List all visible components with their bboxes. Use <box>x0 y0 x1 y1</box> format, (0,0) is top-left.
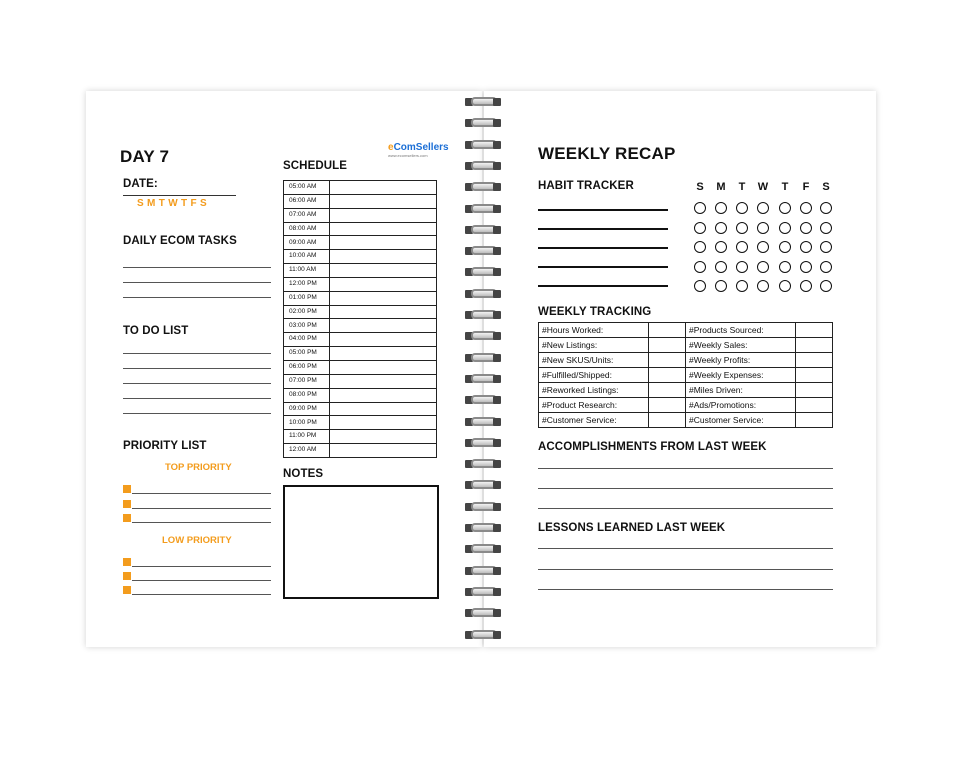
habit-check-circle[interactable] <box>800 241 812 253</box>
habit-check-circle[interactable] <box>694 280 706 292</box>
schedule-time: 02:00 PM <box>284 305 330 319</box>
habit-check-circle[interactable] <box>820 202 832 214</box>
schedule-time: 01:00 PM <box>284 291 330 305</box>
schedule-row <box>284 360 437 374</box>
schedule-time: 03:00 PM <box>284 319 330 333</box>
tracking-row <box>539 368 833 383</box>
accomplishment-line[interactable] <box>538 508 833 509</box>
tracking-metric-value[interactable] <box>796 353 833 368</box>
habit-day-label: T <box>781 181 789 193</box>
habit-line[interactable] <box>538 209 668 211</box>
schedule-time: 06:00 PM <box>284 360 330 374</box>
day-title: DAY 7 <box>120 147 170 166</box>
schedule-entry[interactable] <box>330 194 437 208</box>
schedule-entry[interactable] <box>330 388 437 402</box>
tracking-metric-label: #Product Research: <box>539 398 649 413</box>
spiral-ring <box>465 480 501 490</box>
spiral-ring <box>465 630 501 640</box>
habit-check-circle[interactable] <box>779 280 791 292</box>
priority-line[interactable] <box>132 594 271 595</box>
tracking-metric-value[interactable] <box>796 338 833 353</box>
habit-check-circle[interactable] <box>779 261 791 273</box>
schedule-time: 12:00 PM <box>284 277 330 291</box>
habit-check-circle[interactable] <box>779 202 791 214</box>
tracking-metric-label: #Fulfilled/Shipped: <box>539 368 649 383</box>
task-line[interactable] <box>123 267 271 268</box>
spiral-ring <box>465 608 501 618</box>
priority-checkbox[interactable] <box>123 586 131 594</box>
priority-line[interactable] <box>132 508 271 509</box>
habit-check-circle[interactable] <box>757 222 769 234</box>
schedule-time: 08:00 AM <box>284 222 330 236</box>
schedule-entry[interactable] <box>330 360 437 374</box>
tracking-metric-value[interactable] <box>796 398 833 413</box>
schedule-time: 07:00 PM <box>284 374 330 388</box>
habit-day-label: S <box>822 181 830 193</box>
schedule-row <box>284 208 437 222</box>
tracking-metric-value[interactable] <box>649 353 686 368</box>
spiral-ring <box>465 204 501 214</box>
schedule-entry[interactable] <box>330 347 437 361</box>
accomplishment-line[interactable] <box>538 488 833 489</box>
task-line[interactable] <box>123 297 271 298</box>
habit-check-circle[interactable] <box>800 261 812 273</box>
tracking-row <box>539 353 833 368</box>
schedule-row <box>284 250 437 264</box>
priority-line[interactable] <box>132 493 271 494</box>
tracking-metric-label: #Customer Service: <box>539 413 649 428</box>
habit-check-circle[interactable] <box>715 261 727 273</box>
schedule-entry[interactable] <box>330 236 437 250</box>
todo-line[interactable] <box>123 353 271 354</box>
schedule-time: 11:00 PM <box>284 430 330 444</box>
schedule-entry[interactable] <box>330 277 437 291</box>
habit-line[interactable] <box>538 247 668 249</box>
habit-day-label: W <box>757 181 769 193</box>
habit-check-circle[interactable] <box>757 202 769 214</box>
schedule-time: 12:00 AM <box>284 444 330 458</box>
habit-day-label: S <box>696 181 704 193</box>
schedule-time: 05:00 AM <box>284 181 330 195</box>
spiral-ring <box>465 225 501 235</box>
habit-day-label: T <box>738 181 746 193</box>
tracking-metric-label: #Miles Driven: <box>686 383 796 398</box>
tracking-metric-label: #Ads/Promotions: <box>686 398 796 413</box>
notes-box[interactable] <box>283 485 439 599</box>
habit-check-circle[interactable] <box>715 280 727 292</box>
habit-check-circle[interactable] <box>800 202 812 214</box>
spiral-ring <box>465 417 501 427</box>
schedule-entry[interactable] <box>330 333 437 347</box>
schedule-entry[interactable] <box>330 416 437 430</box>
tracking-row <box>539 323 833 338</box>
tracking-metric-value[interactable] <box>649 383 686 398</box>
habit-check-circle[interactable] <box>800 222 812 234</box>
spiral-ring <box>465 353 501 363</box>
schedule-entry[interactable] <box>330 250 437 264</box>
habit-check-circle[interactable] <box>694 222 706 234</box>
spiral-ring <box>465 502 501 512</box>
schedule-row <box>284 305 437 319</box>
schedule-row <box>284 319 437 333</box>
habit-day-label: M <box>716 181 726 193</box>
schedule-entry[interactable] <box>330 374 437 388</box>
weekday-selector[interactable]: S M T W T F S <box>137 198 208 209</box>
habit-check-circle[interactable] <box>736 280 748 292</box>
date-line[interactable] <box>123 195 236 196</box>
lesson-line[interactable] <box>538 569 833 570</box>
habit-check-circle[interactable] <box>820 222 832 234</box>
spiral-ring <box>465 118 501 128</box>
schedule-entry[interactable] <box>330 264 437 278</box>
tracking-metric-value[interactable] <box>649 398 686 413</box>
habit-check-circle[interactable] <box>820 261 832 273</box>
priority-line[interactable] <box>132 566 271 567</box>
habit-check-circle[interactable] <box>736 261 748 273</box>
spiral-ring <box>465 566 501 576</box>
schedule-time: 10:00 PM <box>284 416 330 430</box>
tracking-metric-value[interactable] <box>649 413 686 428</box>
schedule-time: 05:00 PM <box>284 347 330 361</box>
spiral-ring <box>465 587 501 597</box>
todo-line[interactable] <box>123 413 271 414</box>
weekly-tracking-label: WEEKLY TRACKING <box>538 306 652 318</box>
schedule-row <box>284 291 437 305</box>
date-label: DATE: <box>123 178 158 190</box>
habit-check-circle[interactable] <box>736 202 748 214</box>
tracking-metric-value[interactable] <box>796 413 833 428</box>
schedule-row <box>284 222 437 236</box>
schedule-entry[interactable] <box>330 444 437 458</box>
tracking-metric-label: #Products Sourced: <box>686 323 796 338</box>
schedule-row <box>284 402 437 416</box>
schedule-time: 04:00 PM <box>284 333 330 347</box>
habit-check-circle[interactable] <box>736 222 748 234</box>
habit-check-circle[interactable] <box>820 280 832 292</box>
spiral-ring <box>465 310 501 320</box>
daily-tasks-label: DAILY ECOM TASKS <box>123 235 237 247</box>
schedule-row <box>284 347 437 361</box>
tracking-row <box>539 383 833 398</box>
tracking-metric-value[interactable] <box>796 383 833 398</box>
tracking-metric-label: #Customer Service: <box>686 413 796 428</box>
schedule-row <box>284 430 437 444</box>
ecomsellers-logo: eComSellers www.ecomsellers.com <box>388 142 449 158</box>
schedule-entry[interactable] <box>330 402 437 416</box>
schedule-time: 06:00 AM <box>284 194 330 208</box>
schedule-time: 11:00 AM <box>284 264 330 278</box>
top-priority-label: TOP PRIORITY <box>165 462 232 473</box>
low-priority-label: LOW PRIORITY <box>162 535 232 546</box>
habit-check-circle[interactable] <box>694 261 706 273</box>
habit-check-circle[interactable] <box>800 280 812 292</box>
schedule-entry[interactable] <box>330 291 437 305</box>
task-line[interactable] <box>123 282 271 283</box>
schedule-entry[interactable] <box>330 208 437 222</box>
schedule-row <box>284 236 437 250</box>
priority-checkbox[interactable] <box>123 500 131 508</box>
notes-label: NOTES <box>283 468 324 480</box>
schedule-row <box>284 264 437 278</box>
schedule-time: 08:00 PM <box>284 388 330 402</box>
weekly-tracking-table <box>538 322 833 428</box>
tracking-metric-label: #New Listings: <box>539 338 649 353</box>
habit-line[interactable] <box>538 228 668 230</box>
schedule-entry[interactable] <box>330 305 437 319</box>
habit-check-circle[interactable] <box>757 280 769 292</box>
tracking-metric-label: #Hours Worked: <box>539 323 649 338</box>
priority-line[interactable] <box>132 522 271 523</box>
tracking-metric-value[interactable] <box>649 323 686 338</box>
todo-line[interactable] <box>123 383 271 384</box>
schedule-row <box>284 333 437 347</box>
priority-checkbox[interactable] <box>123 485 131 493</box>
tracking-metric-label: #Reworked Listings: <box>539 383 649 398</box>
schedule-time: 09:00 AM <box>284 236 330 250</box>
schedule-row <box>284 181 437 195</box>
spiral-ring <box>465 182 501 192</box>
spiral-ring <box>465 267 501 277</box>
tracking-metric-label: #Weekly Profits: <box>686 353 796 368</box>
priority-checkbox[interactable] <box>123 558 131 566</box>
tracking-metric-label: #Weekly Sales: <box>686 338 796 353</box>
habit-tracker-label: HABIT TRACKER <box>538 180 634 192</box>
tracking-row <box>539 338 833 353</box>
schedule-row <box>284 277 437 291</box>
priority-checkbox[interactable] <box>123 572 131 580</box>
spiral-ring <box>465 459 501 469</box>
habit-check-circle[interactable] <box>715 222 727 234</box>
schedule-entry[interactable] <box>330 181 437 195</box>
schedule-table <box>283 180 437 458</box>
habit-check-circle[interactable] <box>779 222 791 234</box>
accomplishments-label: ACCOMPLISHMENTS FROM LAST WEEK <box>538 441 767 453</box>
todo-label: TO DO LIST <box>123 325 189 337</box>
spiral-ring <box>465 395 501 405</box>
schedule-time: 09:00 PM <box>284 402 330 416</box>
habit-check-circle[interactable] <box>820 241 832 253</box>
spiral-ring <box>465 438 501 448</box>
spiral-ring <box>465 246 501 256</box>
accomplishment-line[interactable] <box>538 468 833 469</box>
tracking-metric-label: #New SKUS/Units: <box>539 353 649 368</box>
tracking-metric-value[interactable] <box>796 368 833 383</box>
tracking-row <box>539 413 833 428</box>
schedule-time: 10:00 AM <box>284 250 330 264</box>
spiral-ring <box>465 523 501 533</box>
schedule-time: 07:00 AM <box>284 208 330 222</box>
lesson-line[interactable] <box>538 589 833 590</box>
schedule-row <box>284 194 437 208</box>
habit-check-circle[interactable] <box>757 241 769 253</box>
schedule-entry[interactable] <box>330 430 437 444</box>
spiral-ring <box>465 161 501 171</box>
tracking-metric-value[interactable] <box>649 338 686 353</box>
habit-check-circle[interactable] <box>694 241 706 253</box>
priority-label: PRIORITY LIST <box>123 440 207 452</box>
schedule-label: SCHEDULE <box>283 160 348 172</box>
tracking-metric-label: #Weekly Expenses: <box>686 368 796 383</box>
spiral-ring <box>465 289 501 299</box>
priority-line[interactable] <box>132 580 271 581</box>
schedule-row <box>284 374 437 388</box>
priority-checkbox[interactable] <box>123 514 131 522</box>
tracking-row <box>539 398 833 413</box>
habit-check-circle[interactable] <box>779 241 791 253</box>
spiral-ring <box>465 374 501 384</box>
lesson-line[interactable] <box>538 548 833 549</box>
schedule-entry[interactable] <box>330 222 437 236</box>
habit-line[interactable] <box>538 285 668 287</box>
spiral-ring <box>465 544 501 554</box>
spiral-ring <box>465 331 501 341</box>
habit-check-circle[interactable] <box>715 241 727 253</box>
habit-check-circle[interactable] <box>715 202 727 214</box>
tracking-metric-value[interactable] <box>649 368 686 383</box>
todo-line[interactable] <box>123 398 271 399</box>
habit-check-circle[interactable] <box>736 241 748 253</box>
habit-line[interactable] <box>538 266 668 268</box>
habit-check-circle[interactable] <box>694 202 706 214</box>
schedule-row <box>284 388 437 402</box>
spiral-ring <box>465 97 501 107</box>
schedule-row <box>284 416 437 430</box>
todo-line[interactable] <box>123 368 271 369</box>
schedule-entry[interactable] <box>330 319 437 333</box>
spiral-ring <box>465 140 501 150</box>
habit-day-label: F <box>802 181 810 193</box>
weekly-recap-title: WEEKLY RECAP <box>538 144 676 163</box>
tracking-metric-value[interactable] <box>796 323 833 338</box>
habit-check-circle[interactable] <box>757 261 769 273</box>
lessons-label: LESSONS LEARNED LAST WEEK <box>538 522 726 534</box>
schedule-row <box>284 444 437 458</box>
